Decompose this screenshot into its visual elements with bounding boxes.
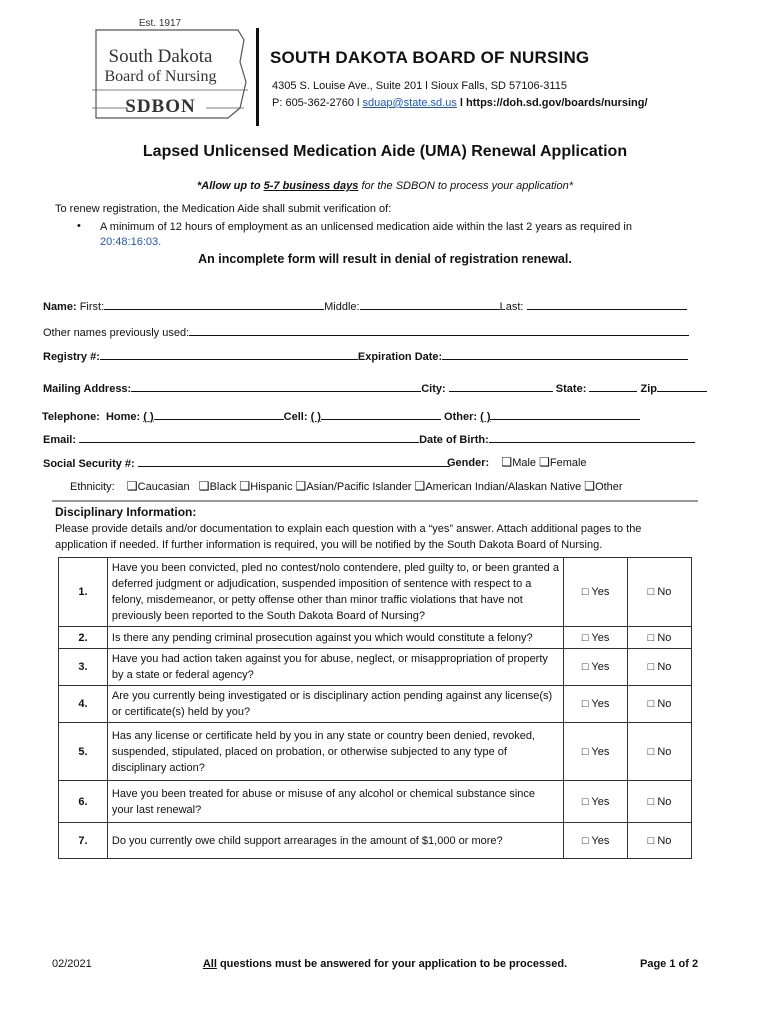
ethnicity-row: [70, 479, 623, 493]
ethnicity-american-indian-checkbox[interactable]: ❑: [414, 479, 426, 493]
other-phone-label: Other:: [444, 411, 478, 423]
ssn-row: [43, 455, 450, 470]
org-contact: [272, 97, 648, 109]
email-label: Email:: [43, 434, 77, 446]
question-text: Have you had action taken against you for abuse, neglect, or misappropriation of property by a state or federal agency?: [107, 649, 563, 686]
question-number: 7.: [59, 823, 108, 859]
disciplinary-questions-table: [58, 557, 692, 859]
yes-checkbox[interactable]: □ Yes: [564, 558, 628, 627]
question-number: 1.: [59, 558, 108, 627]
middle-name-field[interactable]: [360, 298, 500, 310]
question-number: 6.: [59, 781, 108, 823]
question-text: Do you currently owe child support arrearages in the amount of $1,000 or more?: [107, 823, 563, 859]
no-checkbox[interactable]: □ No: [628, 627, 692, 649]
ssn-label: Social Security #:: [43, 458, 135, 470]
form-title: Lapsed Unlicensed Medication Aide (UMA) Renewal Application: [142, 143, 628, 160]
logo-line-1: South Dakota: [108, 46, 213, 67]
name-row: [43, 298, 687, 313]
first-label: First:: [79, 301, 105, 313]
renewal-requirement-text: A minimum of 12 hours of employment as an unlicensed medication aide within the last 2 years as required in: [100, 221, 632, 233]
home-phone-field[interactable]: [154, 408, 284, 420]
page-number: Page 1 of 2: [640, 958, 699, 970]
question-number: 5.: [59, 723, 108, 781]
last-label: Last:: [499, 301, 524, 313]
ethnicity-hispanic-checkbox[interactable]: ❑: [239, 479, 251, 493]
rule-reference: 20:48:16:03.: [100, 236, 162, 248]
allow-suffix: for the SDBON to process your application*: [358, 180, 573, 192]
gender-female-checkbox[interactable]: ❑: [539, 455, 550, 469]
no-checkbox[interactable]: □ No: [628, 686, 692, 723]
state-label: State:: [555, 383, 587, 395]
ethnicity-label: Ethnicity:: [70, 481, 115, 493]
yes-checkbox[interactable]: □ Yes: [564, 649, 628, 686]
ethnicity-black-checkbox[interactable]: ❑: [198, 479, 210, 493]
incomplete-warning: An incomplete form will result in denial of registration renewal.: [198, 252, 572, 266]
org-address: 4305 S. Louise Ave., Suite 201 l Sioux Falls, SD 57106-3115: [272, 80, 567, 92]
org-name: SOUTH DAKOTA BOARD OF NURSING: [270, 48, 590, 67]
home-area-code: ( ): [143, 411, 154, 423]
question-text: Is there any pending criminal prosecution against you which would constitute a felony?: [107, 627, 563, 649]
gender-row: [447, 455, 587, 469]
ethnicity-asian-label: Asian/Pacific Islander: [306, 481, 412, 493]
first-name-field[interactable]: [104, 298, 324, 310]
email-field[interactable]: [79, 431, 419, 443]
gender-male-label: Male: [512, 457, 537, 469]
logo-acronym: SDBON: [125, 96, 196, 117]
yes-checkbox[interactable]: □ Yes: [564, 823, 628, 859]
other-names-row: [43, 324, 689, 339]
question-number: 3.: [59, 649, 108, 686]
state-field[interactable]: [589, 380, 637, 392]
name-label: Name:: [43, 301, 77, 313]
org-phone: P: 605-362-2760 l: [272, 97, 360, 109]
ethnicity-caucasian-label: Caucasian: [137, 481, 190, 493]
question-number: 2.: [59, 627, 108, 649]
no-checkbox[interactable]: □ No: [628, 781, 692, 823]
other-phone-field[interactable]: [490, 408, 640, 420]
ethnicity-american-indian-label: American Indian/Alaskan Native: [425, 481, 582, 493]
question-row: [59, 627, 692, 649]
registry-label: Registry #:: [43, 351, 100, 363]
no-checkbox[interactable]: □ No: [628, 649, 692, 686]
telephone-row: [42, 408, 640, 423]
footer-note-all: All: [202, 958, 217, 970]
ethnicity-caucasian-checkbox[interactable]: ❑: [126, 479, 138, 493]
ethnicity-black-label: Black: [209, 481, 237, 493]
logo-line-2: Board of Nursing: [104, 68, 217, 85]
dob-field[interactable]: [489, 431, 695, 443]
disciplinary-title: Disciplinary Information:: [55, 505, 197, 519]
expiration-date-field[interactable]: [442, 348, 688, 360]
section-divider: [52, 500, 698, 502]
question-number: 4.: [59, 686, 108, 723]
renewal-requirement: [100, 220, 680, 250]
question-row: [59, 781, 692, 823]
ethnicity-hispanic-label: Hispanic: [250, 481, 293, 493]
question-row: [59, 558, 692, 627]
ethnicity-other-label: Other: [595, 481, 623, 493]
bullet: •: [77, 220, 81, 232]
logo-established-year: Est. 1917: [124, 18, 196, 29]
yes-checkbox[interactable]: □ Yes: [564, 781, 628, 823]
org-website: l https://doh.sd.gov/boards/nursing/: [459, 97, 648, 109]
expiration-label: Expiration Date:: [357, 351, 443, 363]
ethnicity-other-checkbox[interactable]: ❑: [584, 479, 596, 493]
yes-checkbox[interactable]: □ Yes: [564, 627, 628, 649]
middle-label: Middle:: [324, 301, 360, 313]
processing-time-note: [0, 180, 770, 192]
email-row: [43, 431, 695, 446]
mailing-address-field[interactable]: [131, 380, 421, 392]
cell-area-code: ( ): [310, 411, 321, 423]
other-names-field[interactable]: [189, 324, 689, 336]
footer-revision-date: 02/2021: [52, 958, 92, 970]
no-checkbox[interactable]: □ No: [628, 723, 692, 781]
last-name-field[interactable]: [527, 298, 687, 310]
zip-label: Zip: [640, 383, 657, 395]
dob-label: Date of Birth:: [419, 434, 489, 446]
footer-note-rest: questions must be answered for your application to be processed.: [216, 958, 568, 970]
gender-female-label: Female: [549, 457, 587, 469]
disciplinary-intro: Please provide details and/or documentation to explain each question with a “yes” answer. Attach additional pages to the application if needed. If further information is required, you will be notified by the South Dakota Board of Nursing.: [55, 523, 642, 551]
cell-phone-field[interactable]: [321, 408, 441, 420]
question-text: Have you been convicted, pled no contest/nolo contendere, pled guilty to, or been granted a deferred judgment or adjudication, suspended imposition of sentence with respect to a felony, misdemeanor, or petty offense other than minor traffic violations that have not previously been reported to the South Dakota Board of Nursing?: [107, 558, 563, 627]
other-names-label: Other names previously used:: [43, 327, 190, 339]
mailing-row: [43, 380, 707, 395]
no-checkbox[interactable]: □ No: [628, 823, 692, 859]
yes-checkbox[interactable]: □ Yes: [564, 723, 628, 781]
question-row: [59, 823, 692, 859]
allow-days: 5-7 business days: [263, 180, 359, 192]
registry-field[interactable]: [100, 348, 358, 360]
allow-prefix: *Allow up to: [197, 180, 264, 192]
question-text: Are you currently being investigated or is disciplinary action pending against any license(s) or certificate(s) held by you?: [107, 686, 563, 723]
no-checkbox[interactable]: □ No: [628, 558, 692, 627]
yes-checkbox[interactable]: □ Yes: [564, 686, 628, 723]
sdbon-logo: [88, 18, 248, 122]
renewal-intro: To renew registration, the Medication Aide shall submit verification of:: [55, 203, 392, 215]
header-divider: [256, 28, 259, 126]
mailing-label: Mailing Address:: [43, 383, 132, 395]
ssn-field[interactable]: [138, 455, 450, 467]
question-text: Has any license or certificate held by you in any state or country been denied, revoked, suspended, stipulated, placed on probation, or otherwise subjected to any type of disciplinary action?: [107, 723, 563, 781]
question-text: Have you been treated for abuse or misuse of any alcohol or chemical substance since your last renewal?: [107, 781, 563, 823]
other-area-code: ( ): [480, 411, 491, 423]
ethnicity-asian-checkbox[interactable]: ❑: [295, 479, 307, 493]
gender-label: Gender:: [447, 457, 490, 469]
telephone-label: Telephone:: [42, 411, 100, 423]
org-email-link[interactable]: sduap@state.sd.us: [362, 97, 457, 109]
home-label: Home:: [105, 411, 141, 423]
zip-field[interactable]: [657, 380, 707, 392]
question-row: [59, 649, 692, 686]
gender-male-checkbox[interactable]: ❑: [501, 455, 513, 469]
question-row: [59, 723, 692, 781]
cell-label: Cell:: [283, 411, 308, 423]
registry-row: [43, 348, 688, 363]
city-field[interactable]: [449, 380, 553, 392]
city-label: City:: [421, 383, 446, 395]
question-row: [59, 686, 692, 723]
